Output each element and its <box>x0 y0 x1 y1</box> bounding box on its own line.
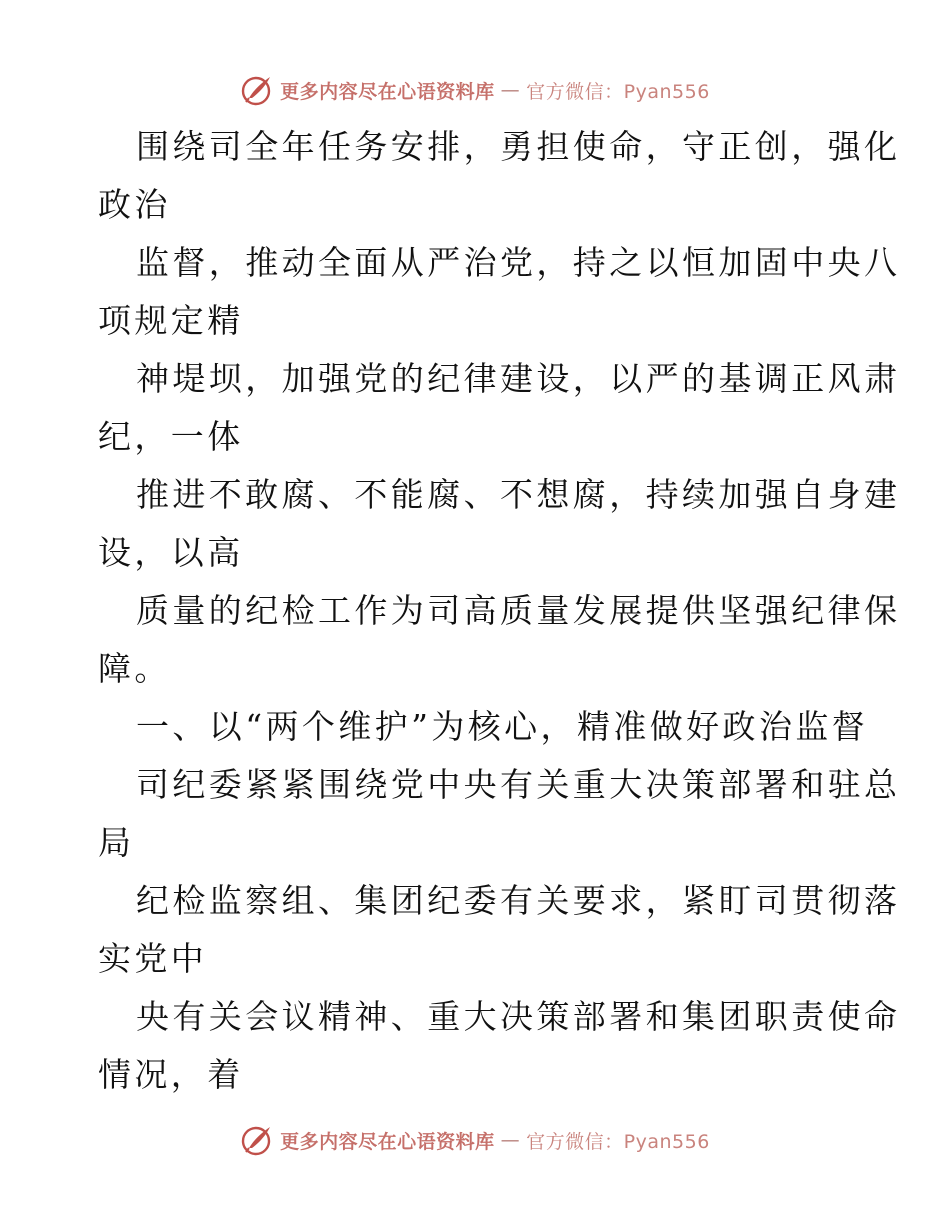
text-line: 局 <box>98 823 135 862</box>
quill-logo-icon <box>240 1123 274 1157</box>
document-body <box>98 118 901 1104</box>
text-line: 监督，推动全面从严治党，持之以恒加固中央八 <box>136 243 901 282</box>
text-line: 一、以“两个维护”为核心，精准做好政治监督 <box>136 707 869 746</box>
text-line: 质量的纪检工作为司高质量发展提供坚强纪律保 <box>136 591 901 630</box>
text-line: 围绕司全年任务安排，勇担使命，守正创，强化 <box>136 127 901 166</box>
text-line: 神堤坝，加强党的纪律建设，以严的基调正风肃 <box>136 359 901 398</box>
text-line: 司纪委紧紧围绕党中央有关重大决策部署和驻总 <box>136 765 901 804</box>
text-line: 障。 <box>98 649 171 688</box>
text-line: 设，以高 <box>98 533 244 572</box>
watermark-dash: — <box>500 79 521 101</box>
watermark-sub-text: 官方微信：Pyan556 <box>526 80 710 103</box>
text-line: 项规定精 <box>98 301 244 340</box>
watermark-main-text: 更多内容尽在心语资料库 <box>280 80 495 103</box>
text-line: 政治 <box>98 185 171 224</box>
text-line: 推进不敢腐、不能腐、不想腐，持续加强自身建 <box>136 475 901 514</box>
text-line: 情况，着 <box>98 1055 244 1094</box>
footer-watermark <box>0 1120 950 1160</box>
header-watermark <box>0 70 950 110</box>
text-line: 实党中 <box>98 939 208 978</box>
watermark-main-text: 更多内容尽在心语资料库 <box>280 1130 495 1153</box>
text-line: 纪，一体 <box>98 417 244 456</box>
text-line: 央有关会议精神、重大决策部署和集团职责使命 <box>136 997 901 1036</box>
quill-logo-icon <box>240 73 274 107</box>
watermark-dash: — <box>500 1129 521 1151</box>
text-line: 纪检监察组、集团纪委有关要求，紧盯司贯彻落 <box>136 881 901 920</box>
watermark-sub-text: 官方微信：Pyan556 <box>526 1130 710 1153</box>
